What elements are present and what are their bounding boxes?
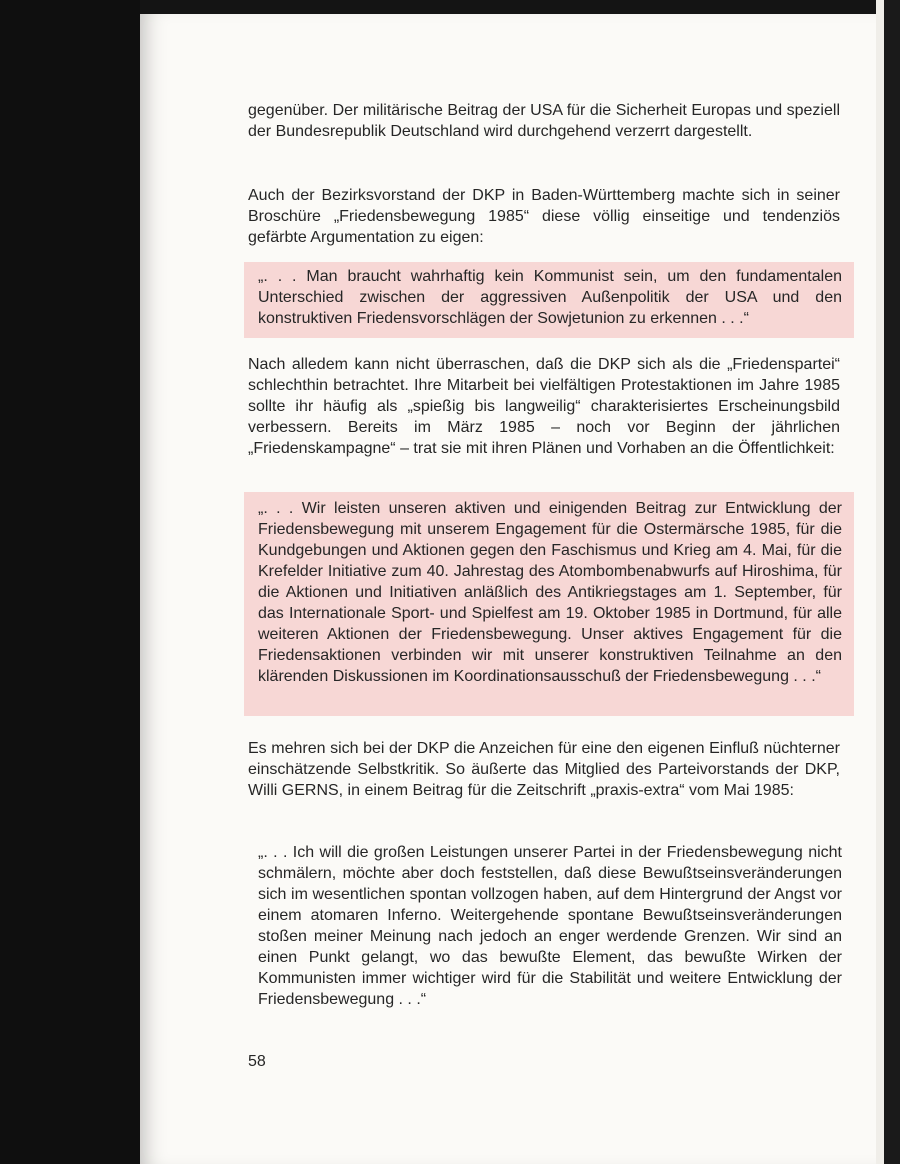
paragraph-bezirksvorstand: Auch der Bezirksvorstand der DKP in Baden-Württemberg machte sich in seiner Broschüre „Friedensbewegung 1985“ diese völlig einseitige und tendenziös gefärbte Argumentation zu eigen: [248,187,840,246]
scan-left-border [0,0,140,1164]
quote-3: „. . . Ich will die großen Leistungen unserer Partei in der Friedensbewegung nicht schmälern, möchte aber doch feststellen, daß diese Bewußtseinsveränderungen sich im wesentlichen spontan vollzogen haben, auf dem Hintergrund der Angst vor einem atomaren Inferno. Weitergehende spontane Bewußtseinsveränderungen stoßen meiner Meinung nach jedoch an enger werdende Grenzen. Wir sind an einen Punkt gelangt, wo das bewußte Element, das bewußte Wirken der Kommunisten immer wichtiger wird für die Stabilität und weitere Entwicklung der Friedensbewegung . . .“ [258,844,842,1008]
quote-2: „. . . Wir leisten unseren aktiven und einigenden Beitrag zur Entwicklung der Friedensbewegung mit unserem Engagement für die Ostermärsche 1985, für die Kundgebungen und Aktionen gegen den Faschismus und Krieg am 4. Mai, für die Krefelder Initiative zum 40. Jahrestag des Atombombenabwurfs auf Hiroshima, für die Aktionen und Initiativen anläßlich des Antikriegstages am 1. September, für das Internationale Sport- und Spielfest am 19. Oktober 1985 in Dortmund, für alle weiteren Aktionen der Friedensbewegung. Unser aktives Engagement für die Friedensaktionen verbinden wir mit unserer konstruktiven Teilnahme an den klärenden Diskussionen im Koordinationsausschuß der Friedensbewegung . . .“ [258,500,842,685]
paragraph-selbstkritik: Es mehren sich bei der DKP die Anzeichen für eine den eigenen Einfluß nüchterner einschätzende Selbstkritik. So äußerte das Mitglied des Parteivorstands der DKP, Willi GERNS, in einem Beitrag für die Zeitschrift „praxis-extra“ vom Mai 1985: [248,740,840,799]
scan-right-border [884,0,900,1164]
paragraph-friedenspartei: Nach alledem kann nicht überraschen, daß die DKP sich als die „Friedenspartei“ schlechthin betrachtet. Ihre Mitarbeit bei vielfältigen Protestaktionen im Jahre 1985 sollte ihr häufig als „spießig bis langweilig“ charakterisiertes Erscheinungsbild verbessern. Bereits im März 1985 – noch vor Beginn der jährlichen „Friedenskampagne“ – trat sie mit ihren Plänen und Vorhaben an die Öffentlichkeit: [248,356,840,457]
paragraph-intro: gegenüber. Der militärische Beitrag der USA für die Sicherheit Europas und speziell der Bundesrepublik Deutschland wird durchgehend verzerrt dargestellt. [248,102,840,140]
quote-1: „. . . Man braucht wahrhaftig kein Kommunist sein, um den fundamentalen Unterschied zwischen der aggressiven Außenpolitik der USA und den konstruktiven Friedensvorschlägen der Sowjetunion zu erkennen . . .“ [258,268,842,327]
page-number: 58 [248,1053,266,1070]
